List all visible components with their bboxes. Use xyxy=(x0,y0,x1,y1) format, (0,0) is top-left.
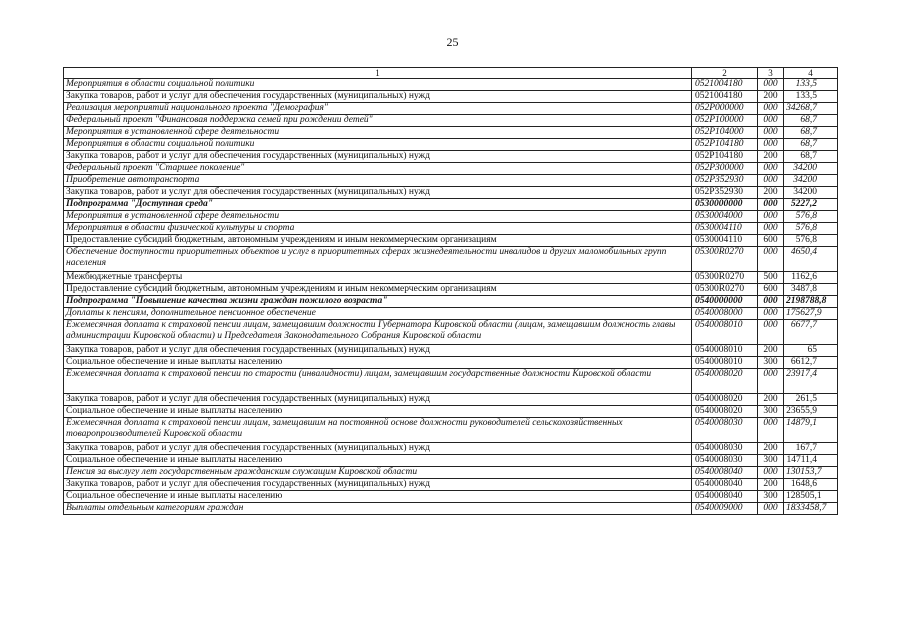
row-sum: 133,5 xyxy=(784,79,838,91)
row-sum: 68,7 xyxy=(784,139,838,151)
row-sum: 23655,9 xyxy=(784,406,838,418)
row-sum: 130153,7 xyxy=(784,467,838,479)
table-row xyxy=(64,369,838,394)
page-number: 25 xyxy=(446,35,459,49)
row-code: 0540008020 xyxy=(692,406,758,418)
row-name: Социальное обеспечение и иные выплаты населению xyxy=(64,406,692,418)
row-name: Федеральный проект "Финансовая поддержка семей при рождении детей" xyxy=(64,115,692,127)
table-row xyxy=(64,211,838,223)
table-row xyxy=(64,247,838,272)
table-row xyxy=(64,91,838,103)
row-vr: 000 xyxy=(758,296,784,308)
row-vr: 000 xyxy=(758,211,784,223)
row-code: 0540009000 xyxy=(692,503,758,515)
row-sum: 128505,1 xyxy=(784,491,838,503)
row-vr: 500 xyxy=(758,272,784,284)
row-vr: 000 xyxy=(758,223,784,235)
budget-table xyxy=(63,67,838,515)
table-row xyxy=(64,127,838,139)
table-row xyxy=(64,455,838,467)
row-code: 0540008020 xyxy=(692,369,758,394)
row-vr: 000 xyxy=(758,320,784,345)
row-sum: 68,7 xyxy=(784,127,838,139)
row-code: 05300R0270 xyxy=(692,284,758,296)
row-sum: 261,5 xyxy=(784,394,838,406)
row-code: 052P104000 xyxy=(692,127,758,139)
table-row xyxy=(64,418,838,443)
row-vr: 000 xyxy=(758,503,784,515)
row-sum: 1648,6 xyxy=(784,479,838,491)
row-code: 0540008030 xyxy=(692,443,758,455)
row-code: 052P100000 xyxy=(692,115,758,127)
row-sum: 14711,4 xyxy=(784,455,838,467)
table-row xyxy=(64,151,838,163)
table-row xyxy=(64,357,838,369)
table-row xyxy=(64,139,838,151)
row-vr: 300 xyxy=(758,491,784,503)
budget-table-body xyxy=(64,68,838,515)
row-code: 0521004180 xyxy=(692,79,758,91)
row-name: Закупка товаров, работ и услуг для обеспечения государственных (муниципальных) нужд xyxy=(64,345,692,357)
row-vr: 000 xyxy=(758,103,784,115)
table-row xyxy=(64,163,838,175)
row-code: 0540000000 xyxy=(692,296,758,308)
row-sum: 34200 xyxy=(784,187,838,199)
row-code: 052P300000 xyxy=(692,163,758,175)
row-code: 0540008040 xyxy=(692,467,758,479)
row-vr: 000 xyxy=(758,127,784,139)
row-sum: 4650,4 xyxy=(784,247,838,272)
row-vr: 200 xyxy=(758,91,784,103)
row-vr: 000 xyxy=(758,115,784,127)
row-sum: 133,5 xyxy=(784,91,838,103)
table-row xyxy=(64,199,838,211)
table-row xyxy=(64,503,838,515)
row-name: Социальное обеспечение и иные выплаты населению xyxy=(64,357,692,369)
row-code: 0540008030 xyxy=(692,418,758,443)
row-name: Приобретение автотранспорта xyxy=(64,175,692,187)
row-vr: 600 xyxy=(758,235,784,247)
row-name: Закупка товаров, работ и услуг для обеспечения государственных (муниципальных) нужд xyxy=(64,151,692,163)
row-code: 0530000000 xyxy=(692,199,758,211)
row-vr: 000 xyxy=(758,175,784,187)
row-name: Закупка товаров, работ и услуг для обеспечения государственных (муниципальных) нужд xyxy=(64,443,692,455)
row-vr: 000 xyxy=(758,418,784,443)
row-vr: 200 xyxy=(758,345,784,357)
row-name: Закупка товаров, работ и услуг для обеспечения государственных (муниципальных) нужд xyxy=(64,187,692,199)
table-row xyxy=(64,187,838,199)
row-name: Пенсия за выслугу лет государственным гражданским служащим Кировской области xyxy=(64,467,692,479)
row-vr: 000 xyxy=(758,163,784,175)
row-name: Подпрограмма "Доступная среда" xyxy=(64,199,692,211)
table-row xyxy=(64,320,838,345)
row-vr: 000 xyxy=(758,308,784,320)
row-sum: 23917,4 xyxy=(784,369,838,394)
table-row xyxy=(64,79,838,91)
row-name: Подпрограмма "Повышение качества жизни граждан пожилого возраста" xyxy=(64,296,692,308)
row-code: 0540008040 xyxy=(692,491,758,503)
table-row xyxy=(64,308,838,320)
row-name: Ежемесячная доплата к страховой пенсии по старости (инвалидности) лицам, замещавшим государственные должности Кировской области xyxy=(64,369,692,394)
row-code: 052P104180 xyxy=(692,151,758,163)
row-name: Выплаты отдельным категориям граждан xyxy=(64,503,692,515)
row-vr: 600 xyxy=(758,284,784,296)
row-name: Ежемесячная доплата к страховой пенсии лицам, замещавшим на постоянной основе должности руководителей сельскохозяйственных товаропроизводителей Кировской области xyxy=(64,418,692,443)
row-name: Мероприятия в установленной сфере деятельности xyxy=(64,127,692,139)
row-name: Социальное обеспечение и иные выплаты населению xyxy=(64,491,692,503)
row-sum: 34200 xyxy=(784,163,838,175)
row-name: Ежемесячная доплата к страховой пенсии лицам, замещавшим должности Губернатора Кировской области (лицам, замещавшим должность главы администрации Кировской области) и Председателя Законодательного Собрания Кировской области xyxy=(64,320,692,345)
header-col-vr: 3 xyxy=(758,68,784,79)
row-vr: 300 xyxy=(758,455,784,467)
row-sum: 3487,8 xyxy=(784,284,838,296)
row-vr: 200 xyxy=(758,479,784,491)
table-row xyxy=(64,491,838,503)
row-vr: 000 xyxy=(758,139,784,151)
row-name: Социальное обеспечение и иные выплаты населению xyxy=(64,455,692,467)
table-row xyxy=(64,479,838,491)
row-code: 052P352930 xyxy=(692,175,758,187)
row-name: Доплаты к пенсиям, дополнительное пенсионное обеспечение xyxy=(64,308,692,320)
row-name: Предоставление субсидий бюджетным, автономным учреждениям и иным некоммерческим организациям xyxy=(64,284,692,296)
table-header-row xyxy=(64,68,838,79)
row-sum: 68,7 xyxy=(784,151,838,163)
row-code: 0530004000 xyxy=(692,211,758,223)
row-name: Мероприятия в области социальной политики xyxy=(64,139,692,151)
row-sum: 6612,7 xyxy=(784,357,838,369)
row-name: Мероприятия в установленной сфере деятельности xyxy=(64,211,692,223)
row-code: 0530004110 xyxy=(692,223,758,235)
row-vr: 000 xyxy=(758,369,784,394)
row-code: 0540008040 xyxy=(692,479,758,491)
row-sum: 1833458,7 xyxy=(784,503,838,515)
row-code: 052P000000 xyxy=(692,103,758,115)
row-sum: 175627,9 xyxy=(784,308,838,320)
row-code: 0521004180 xyxy=(692,91,758,103)
table-row xyxy=(64,235,838,247)
row-name: Федеральный проект "Старшее поколение" xyxy=(64,163,692,175)
row-name: Мероприятия в области физической культуры и спорта xyxy=(64,223,692,235)
row-sum: 576,8 xyxy=(784,223,838,235)
row-sum: 65 xyxy=(784,345,838,357)
row-code: 05300R0270 xyxy=(692,247,758,272)
row-code: 0540008030 xyxy=(692,455,758,467)
row-sum: 576,8 xyxy=(784,211,838,223)
row-vr: 000 xyxy=(758,467,784,479)
row-vr: 300 xyxy=(758,357,784,369)
row-sum: 167,7 xyxy=(784,443,838,455)
row-code: 0540008020 xyxy=(692,394,758,406)
table-row xyxy=(64,443,838,455)
row-vr: 200 xyxy=(758,151,784,163)
header-col-sum: 4 xyxy=(784,68,838,79)
row-sum: 34200 xyxy=(784,175,838,187)
table-row xyxy=(64,296,838,308)
row-name: Закупка товаров, работ и услуг для обеспечения государственных (муниципальных) нужд xyxy=(64,91,692,103)
table-row xyxy=(64,406,838,418)
row-sum: 5227,2 xyxy=(784,199,838,211)
header-col-code: 2 xyxy=(692,68,758,79)
row-name: Предоставление субсидий бюджетным, автономным учреждениям и иным некоммерческим организациям xyxy=(64,235,692,247)
row-sum: 2198788,8 xyxy=(784,296,838,308)
table-row xyxy=(64,223,838,235)
table-row xyxy=(64,115,838,127)
row-name: Закупка товаров, работ и услуг для обеспечения государственных (муниципальных) нужд xyxy=(64,479,692,491)
table-row xyxy=(64,345,838,357)
row-sum: 1162,6 xyxy=(784,272,838,284)
row-name: Обеспечение доступности приоритетных объектов и услуг в приоритетных сферах жизнедеятельности инвалидов и других маломобильных групп населения xyxy=(64,247,692,272)
row-code: 0540008010 xyxy=(692,357,758,369)
row-code: 0540008000 xyxy=(692,308,758,320)
row-sum: 68,7 xyxy=(784,115,838,127)
row-code: 0540008010 xyxy=(692,345,758,357)
row-code: 05300R0270 xyxy=(692,272,758,284)
row-code: 052P352930 xyxy=(692,187,758,199)
row-name: Закупка товаров, работ и услуг для обеспечения государственных (муниципальных) нужд xyxy=(64,394,692,406)
row-sum: 14879,1 xyxy=(784,418,838,443)
row-sum: 576,8 xyxy=(784,235,838,247)
row-vr: 000 xyxy=(758,79,784,91)
table-row xyxy=(64,175,838,187)
row-vr: 300 xyxy=(758,406,784,418)
row-sum: 34268,7 xyxy=(784,103,838,115)
header-col-name: 1 xyxy=(64,68,692,79)
row-name: Реализация мероприятий национального проекта "Демография" xyxy=(64,103,692,115)
row-vr: 200 xyxy=(758,187,784,199)
row-vr: 000 xyxy=(758,199,784,211)
row-code: 0530004110 xyxy=(692,235,758,247)
row-sum: 6677,7 xyxy=(784,320,838,345)
table-row xyxy=(64,284,838,296)
table-row xyxy=(64,394,838,406)
table-row xyxy=(64,467,838,479)
table-row xyxy=(64,103,838,115)
row-code: 0540008010 xyxy=(692,320,758,345)
table-row xyxy=(64,272,838,284)
row-vr: 200 xyxy=(758,443,784,455)
row-vr: 000 xyxy=(758,247,784,272)
row-name: Межбюджетные трансферты xyxy=(64,272,692,284)
row-code: 052P104180 xyxy=(692,139,758,151)
row-name: Мероприятия в области социальной политики xyxy=(64,79,692,91)
row-vr: 200 xyxy=(758,394,784,406)
